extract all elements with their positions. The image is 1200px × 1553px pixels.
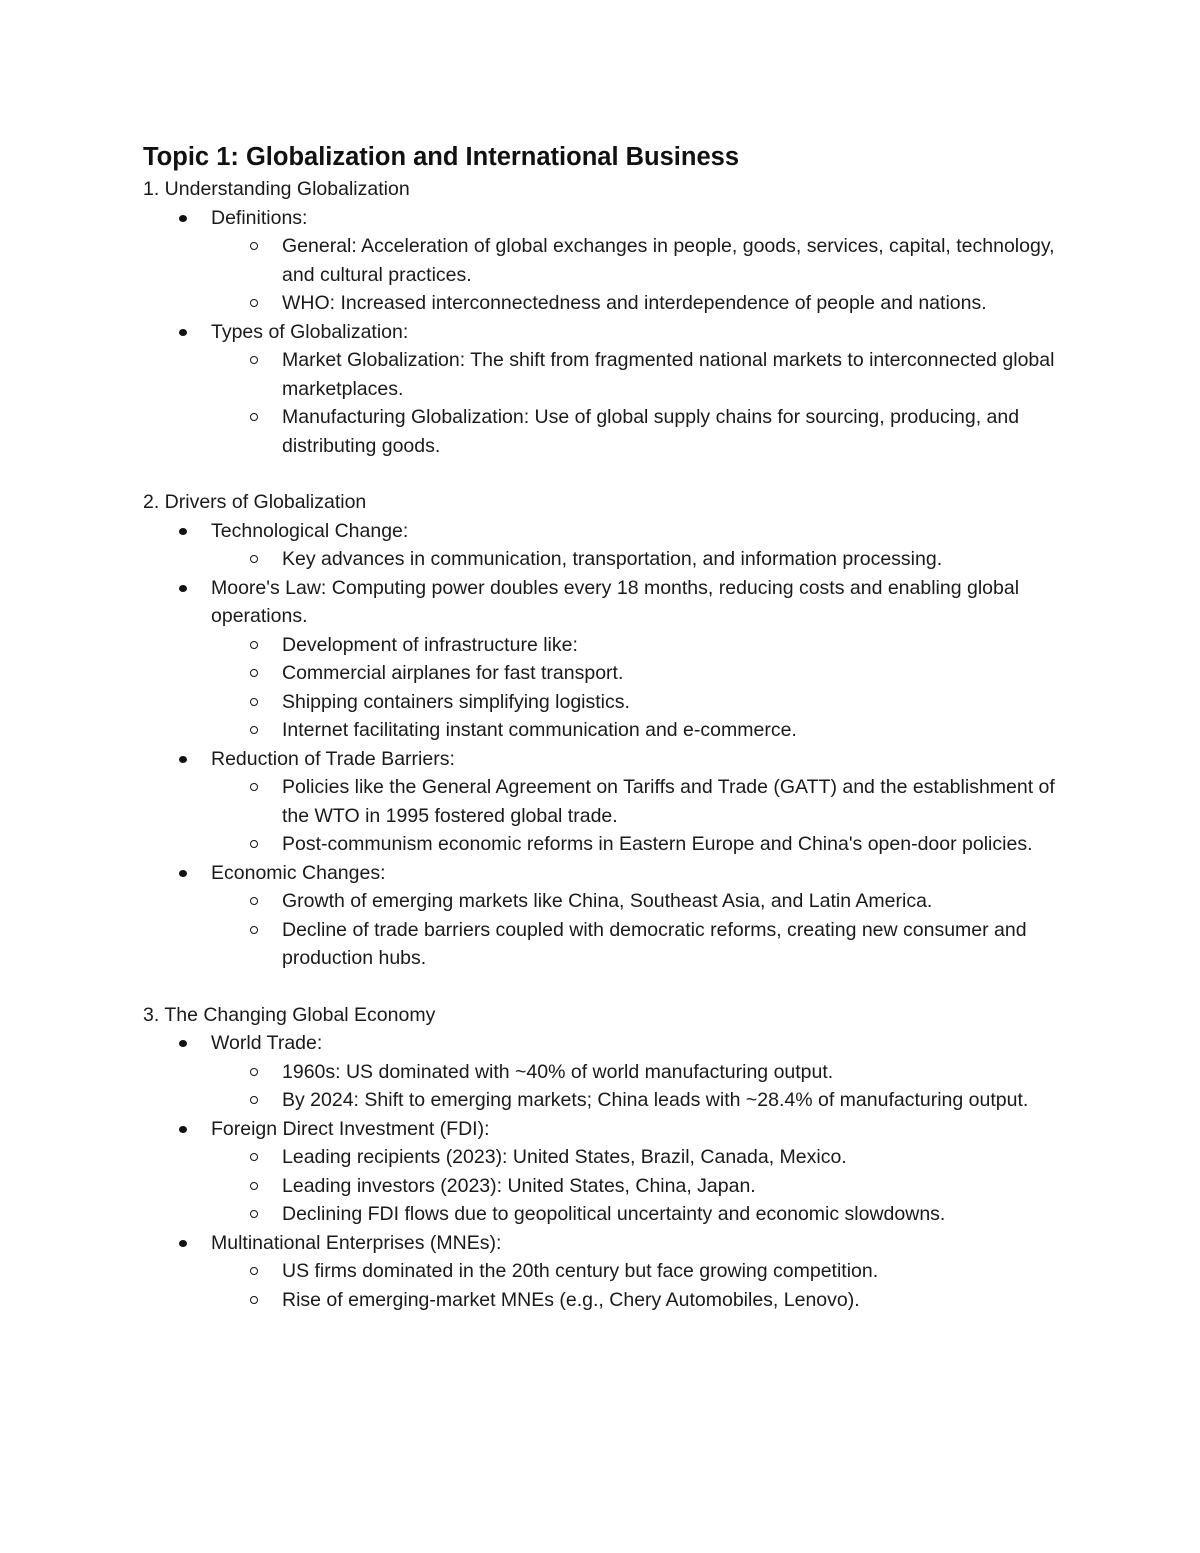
sub-bullet-list	[211, 1257, 1073, 1314]
hollow-bullet-icon	[250, 926, 258, 934]
sub-list-item	[282, 887, 1073, 916]
sub-list-item-text: WHO: Increased interconnectedness and interdependence of people and nations.	[282, 292, 987, 314]
section-heading: 1. Understanding Globalization	[143, 178, 410, 200]
section	[143, 488, 1073, 973]
bullet-list	[143, 204, 1073, 461]
sub-list-item-text: Leading investors (2023): United States, China, Japan.	[282, 1174, 756, 1197]
document-page	[143, 140, 1073, 1314]
sub-bullet-list	[211, 631, 1073, 745]
sub-list-item	[282, 403, 1073, 460]
sub-list-item	[282, 346, 1073, 403]
list-item	[211, 745, 1073, 859]
sub-list-item-text: US firms dominated in the 20th century but face growing competition.	[282, 1260, 879, 1282]
sub-bullet-list	[211, 887, 1073, 973]
sub-list-item-text: Declining FDI flows due to geopolitical uncertainty and economic slowdowns.	[282, 1203, 946, 1225]
sub-list-item	[282, 716, 1073, 745]
hollow-bullet-icon	[250, 783, 258, 791]
section	[143, 1001, 1073, 1315]
list-item-text: Foreign Direct Investment (FDI):	[211, 1117, 490, 1140]
filled-bullet-icon	[179, 1240, 187, 1247]
sub-bullet-list	[211, 545, 1073, 574]
bullet-list	[143, 517, 1073, 973]
sub-list-item-text: Market Globalization: The shift from fragmented national markets to interconnected global marketplaces.	[282, 349, 1055, 400]
list-item	[211, 517, 1073, 574]
sub-list-item	[282, 830, 1073, 859]
sub-list-item	[282, 545, 1073, 574]
hollow-bullet-icon	[250, 1182, 258, 1190]
hollow-bullet-icon	[250, 413, 258, 421]
hollow-bullet-icon	[250, 299, 258, 307]
sub-list-item	[282, 1058, 1073, 1087]
sub-bullet-list	[211, 773, 1073, 859]
sub-list-item-text: General: Acceleration of global exchanges in people, goods, services, capital, technology, and cultural practices.	[282, 235, 1055, 286]
hollow-bullet-icon	[250, 897, 258, 905]
filled-bullet-icon	[179, 215, 187, 222]
sub-list-item-text: Policies like the General Agreement on Tariffs and Trade (GATT) and the establishment of the WTO in 1995 fostered global trade.	[282, 776, 1055, 827]
list-item-text: Economic Changes:	[211, 861, 386, 884]
list-item-text: Moore's Law: Computing power doubles every 18 months, reducing costs and enabling global operations.	[211, 576, 1020, 627]
sub-bullet-list	[211, 1058, 1073, 1115]
list-item	[211, 1029, 1073, 1115]
sub-list-item-text: Decline of trade barriers coupled with democratic reforms, creating new consumer and production hubs.	[282, 918, 1027, 969]
sub-list-item	[282, 688, 1073, 717]
sub-list-item-text: Commercial airplanes for fast transport.	[282, 662, 624, 684]
filled-bullet-icon	[179, 870, 187, 877]
document-title: Topic 1: Globalization and International Business	[143, 143, 740, 171]
sub-list-item	[282, 1200, 1073, 1229]
sub-list-item-text: Key advances in communication, transportation, and information processing.	[282, 548, 943, 570]
sub-list-item	[282, 1286, 1073, 1315]
sub-bullet-list	[211, 1143, 1073, 1229]
sub-list-item-text: Rise of emerging-market MNEs (e.g., Chery Automobiles, Lenovo).	[282, 1288, 860, 1311]
sub-list-item	[282, 773, 1073, 830]
list-item	[211, 204, 1073, 318]
bullet-list	[143, 1029, 1073, 1314]
sub-list-item-text: 1960s: US dominated with ~40% of world manufacturing output.	[282, 1060, 834, 1083]
section-heading: 2. Drivers of Globalization	[143, 491, 367, 513]
sub-list-item-text: Manufacturing Globalization: Use of global supply chains for sourcing, producing, and distributing goods.	[282, 406, 1020, 457]
hollow-bullet-icon	[250, 1267, 258, 1275]
filled-bullet-icon	[179, 1126, 187, 1133]
hollow-bullet-icon	[250, 726, 258, 734]
hollow-bullet-icon	[250, 356, 258, 364]
list-item-text: Types of Globalization:	[211, 320, 409, 343]
hollow-bullet-icon	[250, 1068, 258, 1076]
sub-list-item-text: Leading recipients (2023): United States, Brazil, Canada, Mexico.	[282, 1146, 847, 1168]
sub-list-item	[282, 659, 1073, 688]
hollow-bullet-icon	[250, 1096, 258, 1104]
section	[143, 175, 1073, 460]
list-item-text: World Trade:	[211, 1032, 323, 1054]
sub-list-item-text: Shipping containers simplifying logistics.	[282, 690, 630, 713]
sub-bullet-list	[211, 346, 1073, 460]
filled-bullet-icon	[179, 329, 187, 336]
hollow-bullet-icon	[250, 698, 258, 706]
sub-list-item	[282, 1172, 1073, 1201]
list-item	[211, 574, 1073, 745]
hollow-bullet-icon	[250, 641, 258, 649]
sub-list-item	[282, 1086, 1073, 1115]
list-item-text: Reduction of Trade Barriers:	[211, 747, 455, 770]
list-item-text: Multinational Enterprises (MNEs):	[211, 1231, 502, 1254]
sub-list-item	[282, 289, 1073, 318]
sub-list-item	[282, 916, 1073, 973]
sub-list-item-text: Post-communism economic reforms in Eastern Europe and China's open-door policies.	[282, 833, 1033, 855]
hollow-bullet-icon	[250, 840, 258, 848]
hollow-bullet-icon	[250, 555, 258, 563]
document-body	[143, 175, 1073, 1314]
hollow-bullet-icon	[250, 1210, 258, 1218]
hollow-bullet-icon	[250, 1153, 258, 1161]
section-heading: 3. The Changing Global Economy	[143, 1003, 436, 1026]
list-item-text: Definitions:	[211, 206, 308, 229]
sub-list-item	[282, 1143, 1073, 1172]
filled-bullet-icon	[179, 1040, 187, 1047]
hollow-bullet-icon	[250, 242, 258, 250]
sub-list-item-text: By 2024: Shift to emerging markets; China leads with ~28.4% of manufacturing output.	[282, 1089, 1029, 1111]
list-item	[211, 1115, 1073, 1229]
sub-list-item	[282, 1257, 1073, 1286]
list-item-text: Technological Change:	[211, 519, 409, 542]
sub-list-item	[282, 631, 1073, 660]
filled-bullet-icon	[179, 585, 187, 592]
sub-bullet-list	[211, 232, 1073, 318]
list-item	[211, 1229, 1073, 1315]
sub-list-item-text: Internet facilitating instant communication and e-commerce.	[282, 719, 797, 741]
sub-list-item-text: Growth of emerging markets like China, Southeast Asia, and Latin America.	[282, 890, 933, 912]
filled-bullet-icon	[179, 528, 187, 535]
filled-bullet-icon	[179, 756, 187, 763]
list-item	[211, 859, 1073, 973]
sub-list-item-text: Development of infrastructure like:	[282, 633, 578, 656]
hollow-bullet-icon	[250, 1296, 258, 1304]
list-item	[211, 318, 1073, 461]
hollow-bullet-icon	[250, 669, 258, 677]
sub-list-item	[282, 232, 1073, 289]
